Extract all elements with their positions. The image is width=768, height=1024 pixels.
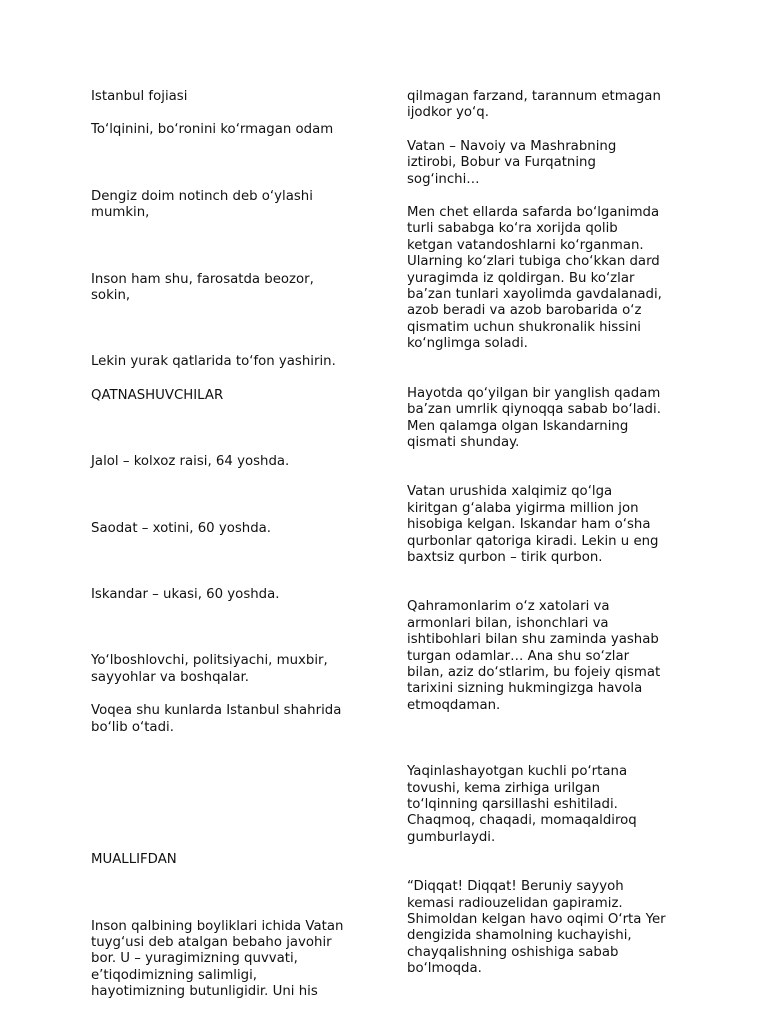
character-others: Yo‘lboshlovchi, politsiyachi, muxbir, sayyohlar va boshqalar.	[91, 653, 328, 685]
paragraph-heroes: Qahramonlarim o‘z xatolari va armonlari bilan, ishonchlari va ishtibohlari bilan shu zaminda yashab turgan odamlar… Ana shu so‘zlar bilan, aziz do‘stlarim, bu fojeiy qismat tarixini sizning hukmingizga havola etmoqdaman.	[407, 599, 661, 713]
epigraph-line-1: To‘lqinini, bo‘ronini ko‘rmagan odam	[91, 122, 334, 138]
character-iskandar: Iskandar – ukasi, 60 yoshda.	[91, 587, 280, 603]
character-saodat: Saodat – xotini, 60 yoshda.	[91, 520, 272, 536]
paragraph-mistake: Hayotda qo‘yilgan bir yanglish qadam ba’zan umrlik qiynoqqa sabab bo‘ladi. Men qalamga olgan Iskandarning qismati shunday.	[407, 385, 661, 450]
epigraph-line-2: Dengiz doim notinch deb o‘ylashi mumkin,	[91, 188, 313, 221]
characters-heading: QATNASHUVCHILAR	[91, 387, 224, 403]
epigraph-line-4: Lekin yurak qatlarida to‘fon yashirin.	[91, 354, 336, 370]
left-column	[91, 89, 381, 1001]
paragraph-announcement: “Diqqat! Diqqat! Beruniy sayyoh kemasi radiouzelidan gapiramiz. Shimoldan kelgan havo oqimi O‘rta Yer dengizida shamolning kuchayishi, chayqalishning oshishiga sabab bo‘lmoqda.	[407, 879, 666, 977]
paragraph-war: Vatan urushida xalqimiz qo‘lga kiritgan g‘alaba yigirma million jon hisobiga kelgan. Iskandar ham o‘sha qurbonlar qatoriga kiradi. Lekin u eng baxtsiz qurbon – tirik qurbon.	[407, 484, 659, 565]
paragraph-continuation: qilmagan farzand, tarannum etmagan ijodkor yo‘q.	[407, 89, 661, 121]
paragraph-storm: Yaqinlashayotgan kuchli po‘rtana tovushi, kema zirhiga urilgan to‘lqinning qarsillashi eshitiladi. Chaqmoq, chaqadi, momaqaldiroq gumburlaydi.	[407, 764, 637, 845]
document-title: Istanbul fojiasi	[91, 89, 188, 104]
paragraph-vatan: Vatan – Navoiy va Mashrabning iztirobi, Bobur va Furqatning sog‘inchi…	[407, 138, 617, 187]
setting-note: Voqea shu kunlarda Istanbul shahrida bo‘lib o‘tadi.	[91, 703, 342, 735]
author-heading: MUALLIFDAN	[91, 852, 177, 868]
character-jalol: Jalol – kolxoz raisi, 64 yoshda.	[91, 454, 290, 470]
epigraph-line-3: Inson ham shu, farosatda beozor, sokin,	[91, 271, 314, 304]
right-column	[407, 89, 687, 978]
author-intro-paragraph: Inson qalbining boyliklari ichida Vatan tuyg‘usi deb atalgan bebaho javohir bor. U – yuragimizning quvvati, e’tiqodimizning salimligi, hayotimizning butunligidir. Uni his	[91, 918, 344, 1000]
paragraph-abroad: Men chet ellarda safarda bo‘lganimda turli sababga ko‘ra xorijda qolib ketgan vatandoshlarni ko‘rganman. Ularning ko‘zlari tubiga cho‘kkan dard yuragimda iz qoldirgan. Bu ko‘zlar ba’zan tunlari xayolimda gavdalanadi, azob beradi va azob barobarida o‘z qismatim uchun shukronalik hissini ko‘nglimga soladi.	[407, 205, 662, 352]
